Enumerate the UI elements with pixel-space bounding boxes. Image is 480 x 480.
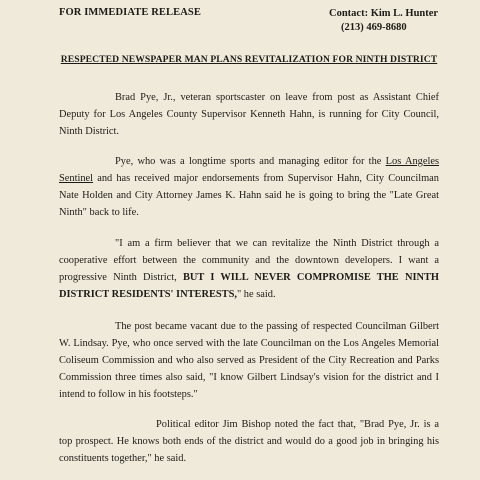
paragraph-5-text: Political editor Jim Bishop noted the fact that, "Brad Pye, Jr. is a top prospect. He knows both ends of the district and would do a good job in bringing his constituents together," he said. <box>59 419 439 464</box>
paragraph-3 <box>59 235 439 303</box>
headline: RESPECTED NEWSPAPER MAN PLANS REVITALIZATION FOR NINTH DISTRICT <box>60 54 438 65</box>
paragraph-1 <box>59 89 439 140</box>
paragraph-3-text-a: "I am a firm believer that we can revitalize the Ninth District through a cooperative effort between the community and the downtown developers. I want a progressive Ninth District, <box>59 238 439 283</box>
paragraph-2-text-a: Pye, who was a longtime sports and managing editor for the <box>115 156 386 167</box>
paragraph-2 <box>59 153 439 221</box>
release-label: FOR IMMEDIATE RELEASE <box>59 7 201 18</box>
contact-phone: (213) 469-8680 <box>341 22 407 33</box>
paragraph-4-text: The post became vacant due to the passing of respected Councilman Gilbert W. Lindsay. Pye, who once served with the late Councilman on the Los Angeles Memorial Coliseum Commission and who also served as President of the City Recreation and Parks Commission three times also said, "I know Gilbert Lindsay's vision for the district and I intend to follow in his footsteps." <box>59 321 439 400</box>
paragraph-2-text-b: and has received major endorsements from Supervisor Hahn, City Councilman Nate Holden and City Attorney James K. Hahn said he is going to bring the "Late Great Ninth" back to life. <box>59 173 439 218</box>
contact-block <box>329 7 438 35</box>
paragraph-1-text: Brad Pye, Jr., veteran sportscaster on leave from post as Assistant Chief Deputy for Los Angeles County Supervisor Kenneth Hahn, is running for City Council, Ninth District. <box>59 92 439 137</box>
paragraph-3-emphasis: BUT I WILL NEVER COMPROMISE THE NINTH DISTRICT RESIDENTS' INTERESTS, <box>59 272 440 300</box>
contact-name: Contact: Kim L. Hunter <box>329 8 439 19</box>
paragraph-4 <box>59 318 439 403</box>
newspaper-name: Los Angeles Sentinel <box>59 156 439 184</box>
paragraph-3-text-b: " he said. <box>236 289 276 300</box>
paragraph-5 <box>59 416 439 467</box>
